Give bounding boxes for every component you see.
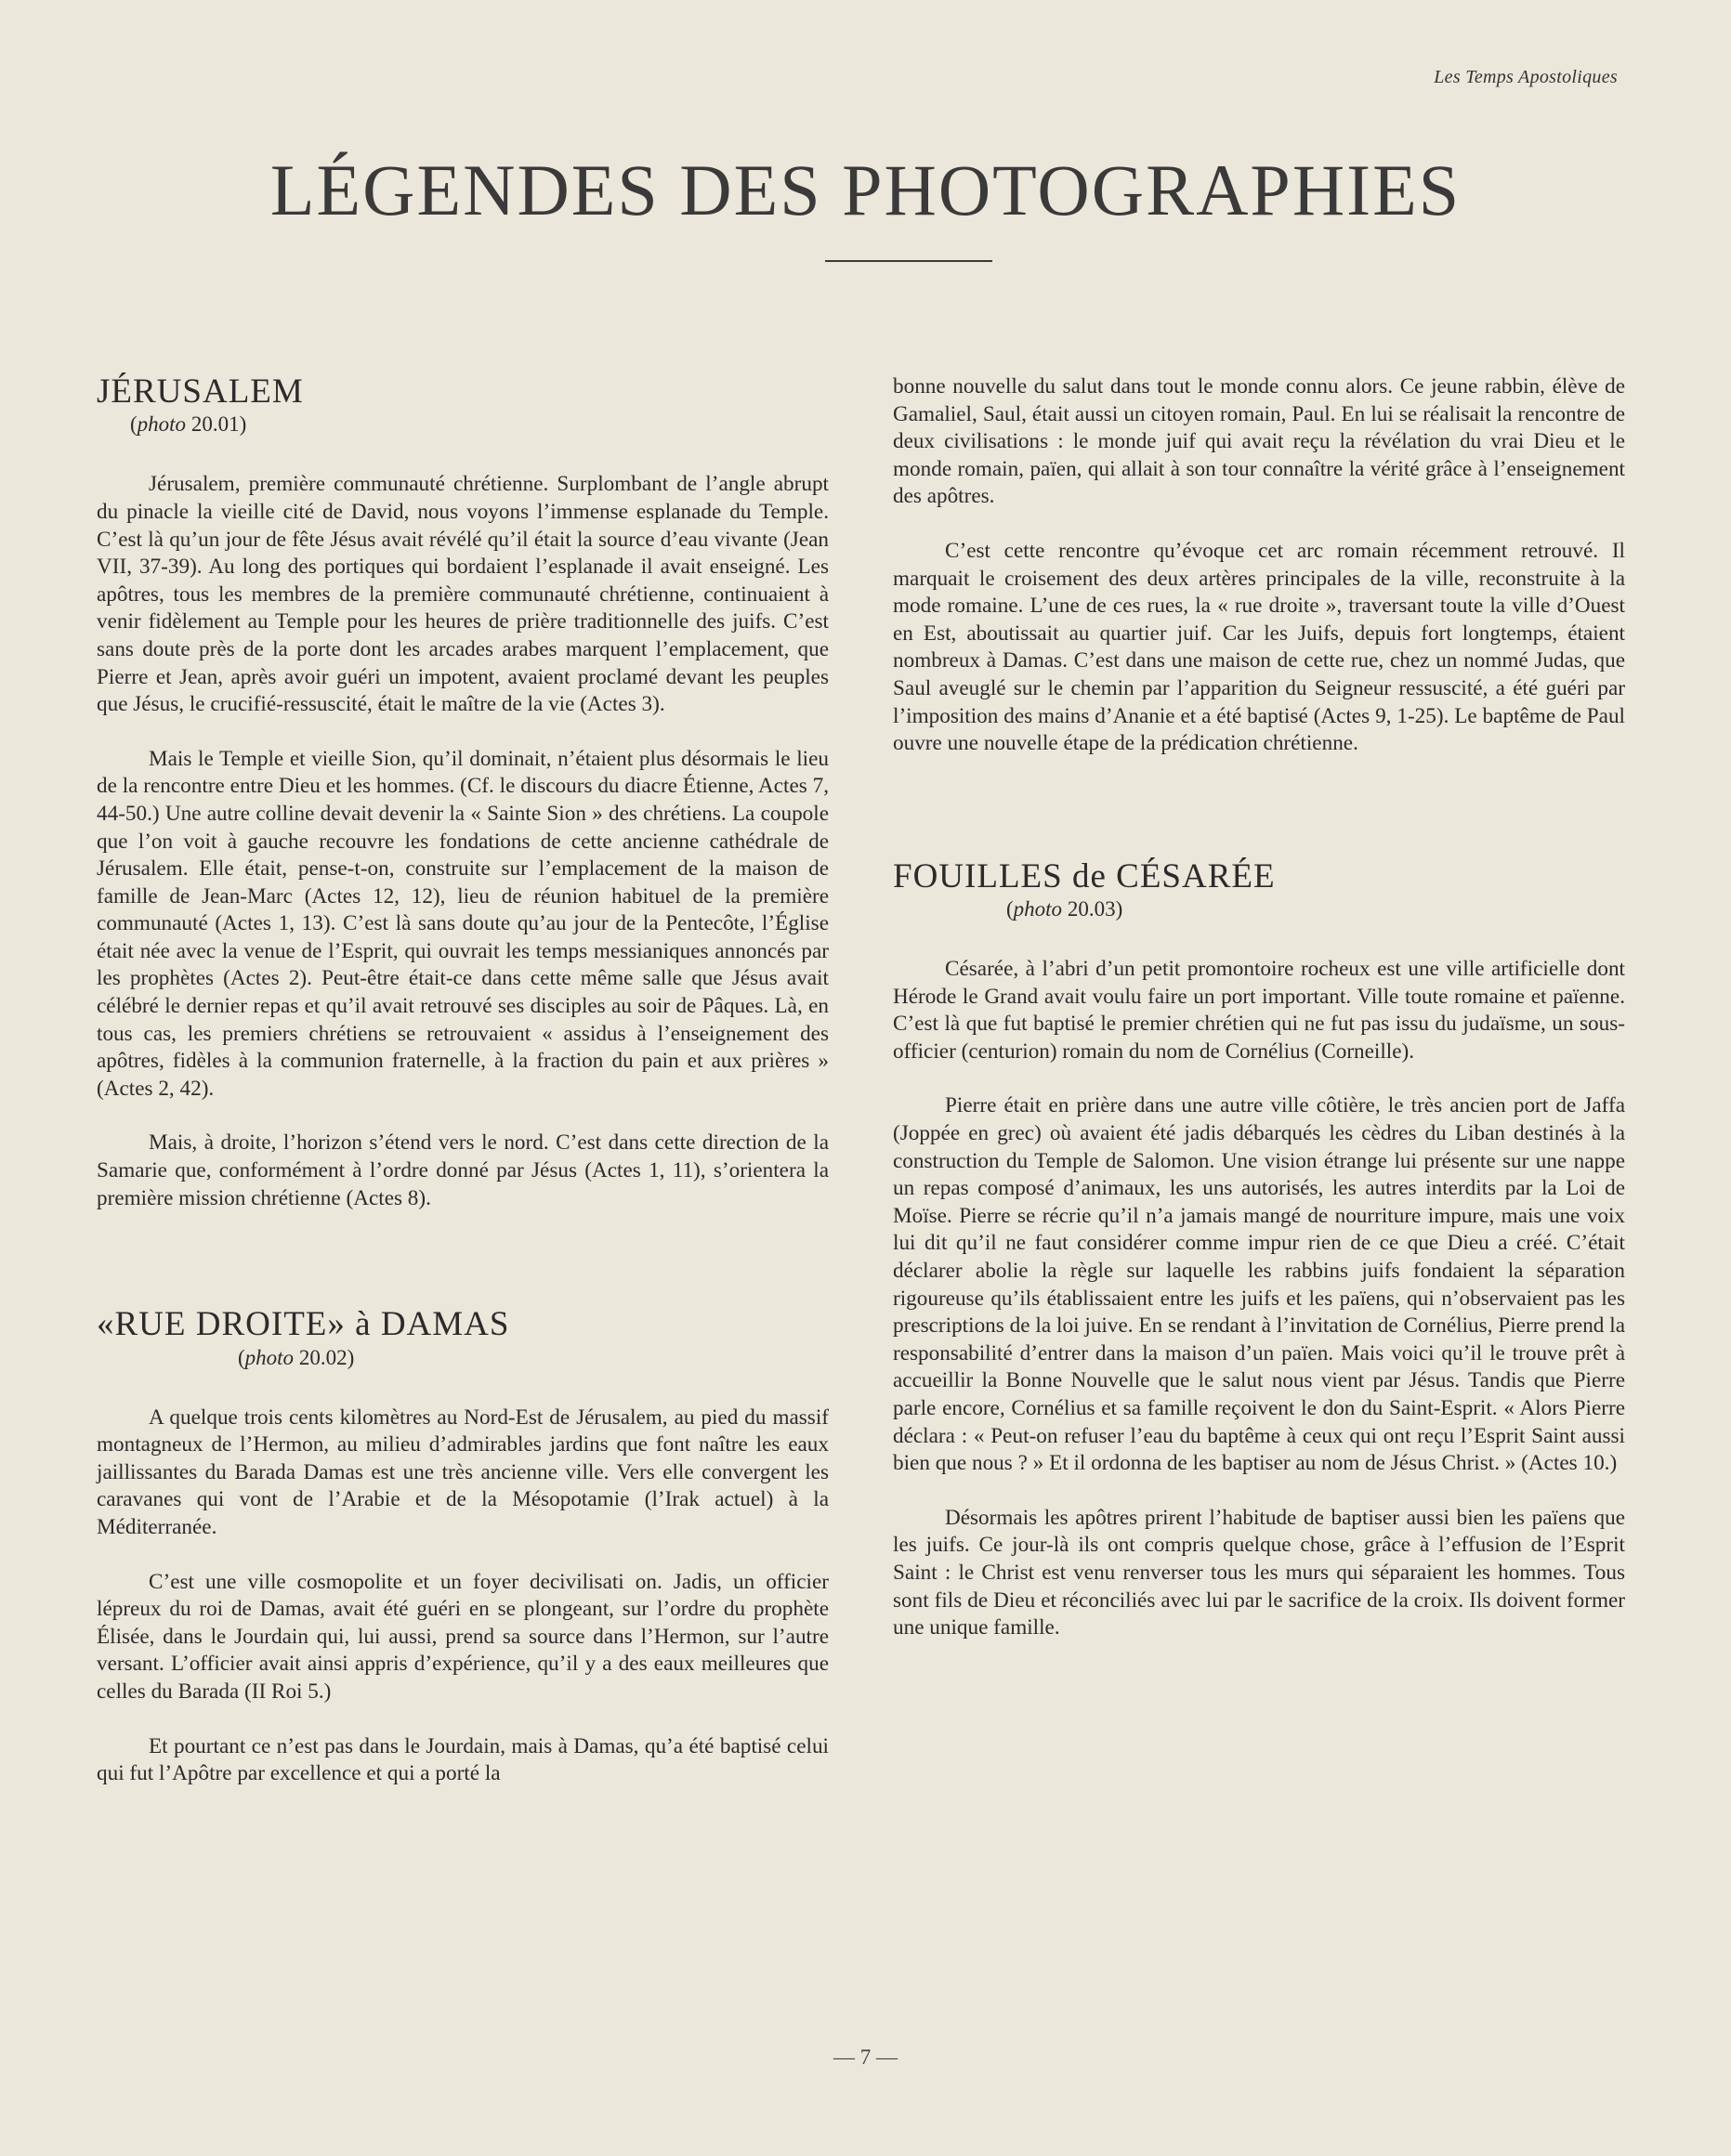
section-title: JÉRUSALEM (97, 372, 304, 411)
paragraph: C’est cette rencontre qu’évoque cet arc romain récemment retrouvé. Il marquait le croisement des deux artères principales de la ville, reconstruite à la mode romaine. L’une de ces rues, la « rue droite », traversant toute la ville d’Ouest en Est, aboutissait au quartier juif. Car les Juifs, depuis fort longtemps, étaient nombreux à Damas. C’est dans une maison de cette rue, chez un nommé Judas, que Saul aveuglé sur le chemin par l’apparition du Seigneur ressuscité, a été guéri par l’imposition des mains d’Ananie et a été baptisé (Actes 9, 1-25). Le baptême de Paul ouvre une nouvelle étape de la prédication chrétienne. (893, 538, 1625, 756)
paragraph: Mais le Temple et vieille Sion, qu’il dominait, n’étaient plus désormais le lieu de la rencontre entre Dieu et les hommes. (Cf. le discours du diacre Étienne, Actes 7, 44-50.) Une autre colline devait devenir la « Sainte Sion » des chrétiens. La coupole que l’on voit à gauche recouvre les fondations de cette ancienne cathédrale de Jérusalem. Elle était, pense-t-on, construite sur l’emplacement de la maison de famille de Jean-Marc (Actes 12, 12), lieu de réunion habituel de la première communauté (Actes 1, 13). C’est là sans doute qu’au jour de la Pentecôte, l’Église était née avec la venue de l’Esprit, qui ouvrait les temps messianiques annoncés par les prophètes (Actes 2). Peut-être était-ce dans cette même salle que Jésus avait célébré le dernier repas et qu’il avait retrouvé ses disciples au soir de Pâques. Là, en tous cas, les premiers chrétiens se retrouvaient « assidus à l’enseignement des apôtres, fidèles à la communion fraternelle, à la fraction du pain et aux prières » (Actes 2, 42). (97, 746, 829, 1101)
paragraph: Désormais les apôtres prirent l’habitude de baptiser aussi bien les païens que les juifs. Ce jour-là ils ont compris quelque chose, grâce à l’effusion de l’Esprit Saint : le Christ est venu renverser tous les murs qui séparaient les hommes. Tous sont fils de Dieu et réconciliés avec lui par le sacrifice de la croix. Ils doivent former une unique famille. (893, 1505, 1625, 1640)
left-column (97, 372, 829, 1788)
title-rule (825, 260, 992, 262)
page-title: LÉGENDES DES PHOTOGRAPHIES (269, 150, 1462, 230)
photo-reference: (photo 20.02) (238, 1345, 355, 1369)
section-title: «RUE DROITE» à DAMAS (97, 1305, 510, 1344)
paragraph: A quelque trois cents kilomètres au Nord-Est de Jérusalem, au pied du massif montagneux de l’Hermon, au milieu d’admirables jardins que font naître les eaux jaillissantes du Barada Damas est une très ancienne ville. Vers elle convergent les caravanes qui vont de l’Arabie et de la Mésopotamie (l’Irak actuel) à la Méditerranée. (97, 1405, 829, 1539)
paragraph: Et pourtant ce n’est pas dans le Jourdain, mais à Damas, qu’a été baptisé celui qui fut l’Apôtre par excellence et qui a porté la (97, 1733, 829, 1786)
photo-number: 20.03 (1067, 897, 1116, 921)
paragraph: Jérusalem, première communauté chrétienne. Surplombant de l’angle abrupt du pinacle la vieille cité de David, nous voyons l’immense esplanade du Temple. C’est là qu’un jour de fête Jésus avait révélé qu’il était la source d’eau vivante (Jean VII, 37-39). Au long des portiques qui bordaient l’esplanade il avait enseigné. Les apôtres, tous les membres de la première communauté chrétienne, continuaient à venir fidèlement au Temple pour les heures de prière traditionnelle des juifs. C’est sans doute près de la porte dont les arcades arabes marquent l’emplacement, que Pierre et Jean, après avoir guéri un impotent, avaient proclamé devant les peuples que Jésus, le crucifié-ressuscité, était le maître de la vie (Actes 3). (97, 472, 829, 717)
paragraph: Pierre était en prière dans une autre ville côtière, le très ancien port de Jaffa (Joppée en grec) où avaient été jadis débarqués les cèdres du Liban destinés à la construction du Temple de Salomon. Une vision étrange lui présente sur une nappe un repas composé d’animaux, les uns autorisés, les autres interdits par la Loi de Moïse. Pierre se récrie qu’il n’a jamais mangé de nourriture impure, mais une voix lui dit qu’il ne faut considérer comme impur rien de ce que Dieu a créé. C’était déclarer abolie la règle sur laquelle les rabbins juifs fondaient la séparation rigoureuse qu’ils établissaient entre les juifs et les païens, qui n’observaient pas les prescriptions de la loi juive. En se rendant à l’invitation de Cornélius, Pierre prend la responsabilité d’entrer dans la maison d’un païen. Mais voici qu’il le trouve prêt à accueillir la Bonne Nouvelle que le salut nous vient par Jésus. Tandis que Pierre parle encore, Cornélius et sa famille reçoivent le don du Saint-Esprit. « Alors Pierre déclara : « Peut-on refuser l’eau du baptême à ceux qui ont reçu l’Esprit Saint aussi bien que nous ? » Et il ordonna de les baptiser au nom de Jésus Christ. » (Actes 10.) (893, 1093, 1625, 1476)
running-head: Les Temps Apostoliques (1434, 67, 1618, 87)
paragraph: Mais, à droite, l’horizon s’étend vers le nord. C’est dans cette direction de la Samarie que, conformément à l’ordre donné par Jésus (Actes 1, 11), s’orientera la première mission chrétienne (Actes 8). (97, 1130, 829, 1210)
paragraph: C’est une ville cosmopolite et un foyer decivilisati on. Jadis, un officier lépreux du roi de Damas, avait été guéri en se plongeant, sur l’ordre du prophète Élisée, dans le Jourdain qui, lui aussi, prend sa source dans l’Hermon, sur l’autre versant. L’officier avait ainsi appris d’expérience, qu’il y a des eaux meilleures que celles du Barada (II Roi 5.) (97, 1569, 829, 1704)
section-jerusalem (97, 372, 829, 1212)
right-column (893, 373, 1625, 1642)
photo-reference: (photo 20.03) (1006, 897, 1123, 921)
photo-label: photo (1013, 897, 1063, 921)
photo-number: 20.02 (298, 1345, 348, 1369)
photo-label: photo (244, 1345, 295, 1369)
section-rue-droite (97, 1304, 829, 1788)
paragraph-continued: bonne nouvelle du salut dans tout le monde connu alors. Ce jeune rabbin, élève de Gamaliel, Saul, était aussi un citoyen romain, Paul. En lui se réalisait la rencontre de deux civilisations : le monde juif qui avait reçu la révélation du vrai Dieu et le monde romain, païen, qui allait à son tour connaître la vérité grâce à l’enseignement des apôtres. (893, 374, 1625, 509)
photo-reference: (photo 20.01) (130, 412, 247, 437)
photo-label: photo (137, 412, 187, 437)
paragraph: Césarée, à l’abri d’un petit promontoire rocheux est une ville artificielle dont Hérode le Grand avait voulu faire un port important. Ville toute romaine et païenne. C’est là que fut baptisé le premier chrétien qui ne fut pas issu du judaïsme, un sous-officier (centurion) romain du nom de Cornélius (Corneille). (893, 957, 1625, 1064)
section-cesaree (893, 856, 1625, 1642)
page-number: — 7 — (833, 2045, 898, 2069)
section-title: FOUILLES de CÉSARÉE (893, 856, 1276, 895)
photo-number: 20.01 (190, 412, 240, 437)
